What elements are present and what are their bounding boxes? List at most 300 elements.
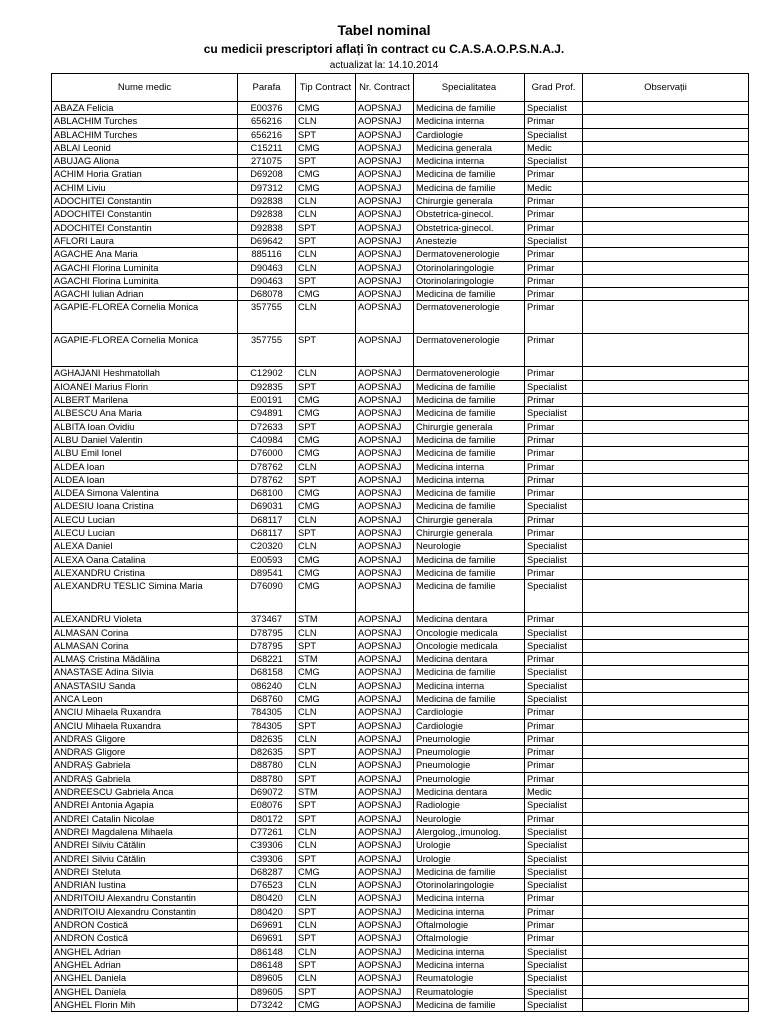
table-row — [52, 234, 749, 247]
cell-parafa: D69031 — [238, 500, 296, 513]
cell-grad-prof: Primar — [525, 195, 583, 208]
cell-nr-contract: AOPSNAJ — [356, 181, 414, 194]
cell-specialitatea: Dermatovenerologie — [414, 301, 525, 334]
cell-nr-contract: AOPSNAJ — [356, 553, 414, 566]
cell-specialitatea: Otorinolaringologie — [414, 879, 525, 892]
cell-nume-medic: ALMASAN Corina — [52, 639, 238, 652]
cell-specialitatea: Urologie — [414, 839, 525, 852]
cell-tip-contract: SPT — [296, 932, 356, 945]
table-row — [52, 932, 749, 945]
cell-tip-contract: SPT — [296, 334, 356, 367]
cell-specialitatea: Oftalmologie — [414, 919, 525, 932]
cell-grad-prof: Specialist — [525, 540, 583, 553]
cell-observatii — [583, 639, 749, 652]
cell-specialitatea: Medicina de familie — [414, 500, 525, 513]
cell-grad-prof: Specialist — [525, 799, 583, 812]
table-row — [52, 288, 749, 301]
cell-specialitatea: Medicina interna — [414, 905, 525, 918]
cell-nr-contract: AOPSNAJ — [356, 288, 414, 301]
cell-specialitatea: Radiologie — [414, 799, 525, 812]
cell-observatii — [583, 998, 749, 1011]
cell-grad-prof: Specialist — [525, 879, 583, 892]
cell-tip-contract: CMG — [296, 580, 356, 613]
cell-parafa: D68760 — [238, 692, 296, 705]
cell-parafa: D90463 — [238, 261, 296, 274]
cell-nume-medic: ALBERT Marilena — [52, 394, 238, 407]
table-row — [52, 447, 749, 460]
cell-tip-contract: SPT — [296, 799, 356, 812]
cell-grad-prof: Primar — [525, 168, 583, 181]
table-row — [52, 679, 749, 692]
cell-tip-contract: STM — [296, 653, 356, 666]
cell-tip-contract: CLN — [296, 513, 356, 526]
table-row — [52, 513, 749, 526]
cell-tip-contract: CLN — [296, 879, 356, 892]
cell-nume-medic: ABUJAG Aliona — [52, 155, 238, 168]
table-row — [52, 825, 749, 838]
cell-parafa: C20320 — [238, 540, 296, 553]
cell-specialitatea: Medicina interna — [414, 958, 525, 971]
cell-nume-medic: ALBITA Ioan Ovidiu — [52, 420, 238, 433]
cell-parafa: 784305 — [238, 706, 296, 719]
cell-grad-prof: Specialist — [525, 380, 583, 393]
cell-grad-prof: Specialist — [525, 500, 583, 513]
cell-nr-contract: AOPSNAJ — [356, 115, 414, 128]
cell-specialitatea: Neurologie — [414, 540, 525, 553]
table-row — [52, 746, 749, 759]
cell-nr-contract: AOPSNAJ — [356, 958, 414, 971]
table-row — [52, 367, 749, 380]
cell-nume-medic: AGACHE Ana Maria — [52, 248, 238, 261]
cell-nr-contract: AOPSNAJ — [356, 679, 414, 692]
cell-nume-medic: AGHAJANI Heshmatollah — [52, 367, 238, 380]
cell-nr-contract: AOPSNAJ — [356, 261, 414, 274]
cell-parafa: 373467 — [238, 613, 296, 626]
cell-nume-medic: ALBU Emil Ionel — [52, 447, 238, 460]
cell-parafa: D68078 — [238, 288, 296, 301]
cell-tip-contract: CLN — [296, 367, 356, 380]
cell-tip-contract: SPT — [296, 772, 356, 785]
cell-parafa: D69208 — [238, 168, 296, 181]
cell-observatii — [583, 958, 749, 971]
cell-nume-medic: ABLAI Leonid — [52, 141, 238, 154]
cell-nr-contract: AOPSNAJ — [356, 221, 414, 234]
cell-grad-prof: Primar — [525, 367, 583, 380]
cell-grad-prof: Primar — [525, 653, 583, 666]
table-row — [52, 527, 749, 540]
cell-nr-contract: AOPSNAJ — [356, 234, 414, 247]
cell-observatii — [583, 825, 749, 838]
header-nr-contract: Nr. Contract — [356, 74, 414, 102]
cell-nr-contract: AOPSNAJ — [356, 706, 414, 719]
cell-grad-prof: Specialist — [525, 666, 583, 679]
cell-nume-medic: ALEXA Daniel — [52, 540, 238, 553]
cell-nr-contract: AOPSNAJ — [356, 945, 414, 958]
cell-parafa: D69642 — [238, 234, 296, 247]
cell-parafa: D69691 — [238, 932, 296, 945]
cell-specialitatea: Medicina interna — [414, 945, 525, 958]
cell-nume-medic: ANGHEL Florin Mih — [52, 998, 238, 1011]
cell-grad-prof: Primar — [525, 288, 583, 301]
cell-parafa: D92838 — [238, 208, 296, 221]
table-row — [52, 666, 749, 679]
cell-tip-contract: CMG — [296, 692, 356, 705]
cell-parafa: C15211 — [238, 141, 296, 154]
cell-grad-prof: Specialist — [525, 958, 583, 971]
cell-grad-prof: Primar — [525, 487, 583, 500]
cell-specialitatea: Neurologie — [414, 812, 525, 825]
cell-parafa: D77261 — [238, 825, 296, 838]
table-row — [52, 380, 749, 393]
cell-tip-contract: CLN — [296, 626, 356, 639]
cell-specialitatea: Dermatovenerologie — [414, 334, 525, 367]
cell-tip-contract: CMG — [296, 447, 356, 460]
cell-nume-medic: ALMASAN Corina — [52, 626, 238, 639]
cell-parafa: D73242 — [238, 998, 296, 1011]
cell-parafa: D68117 — [238, 527, 296, 540]
cell-specialitatea: Medicina de familie — [414, 181, 525, 194]
cell-observatii — [583, 221, 749, 234]
header-nume-medic: Nume medic — [52, 74, 238, 102]
cell-specialitatea: Chirurgie generala — [414, 195, 525, 208]
cell-nume-medic: ANDREI Silviu Cătălin — [52, 839, 238, 852]
cell-grad-prof: Specialist — [525, 639, 583, 652]
cell-grad-prof: Primar — [525, 759, 583, 772]
cell-parafa: D80172 — [238, 812, 296, 825]
cell-nr-contract: AOPSNAJ — [356, 905, 414, 918]
cell-nume-medic: ACHIM Liviu — [52, 181, 238, 194]
cell-nume-medic: AGAPIE-FLOREA Cornelia Monica — [52, 334, 238, 367]
cell-observatii — [583, 732, 749, 745]
cell-nr-contract: AOPSNAJ — [356, 919, 414, 932]
table-row — [52, 334, 749, 367]
cell-tip-contract: CLN — [296, 540, 356, 553]
cell-observatii — [583, 433, 749, 446]
cell-specialitatea: Medicina de familie — [414, 433, 525, 446]
cell-nr-contract: AOPSNAJ — [356, 825, 414, 838]
cell-parafa: D88780 — [238, 759, 296, 772]
table-row — [52, 460, 749, 473]
cell-nume-medic: ANDRAȘ Gabriela — [52, 772, 238, 785]
cell-tip-contract: CMG — [296, 181, 356, 194]
cell-grad-prof: Primar — [525, 221, 583, 234]
cell-parafa: 784305 — [238, 719, 296, 732]
cell-observatii — [583, 945, 749, 958]
cell-parafa: D92838 — [238, 195, 296, 208]
cell-nume-medic: ALECU Lucian — [52, 527, 238, 540]
cell-tip-contract: SPT — [296, 527, 356, 540]
cell-specialitatea: Medicina de familie — [414, 102, 525, 115]
cell-observatii — [583, 274, 749, 287]
cell-nr-contract: AOPSNAJ — [356, 168, 414, 181]
cell-parafa: D68287 — [238, 865, 296, 878]
cell-specialitatea: Medicina interna — [414, 679, 525, 692]
cell-specialitatea: Medicina interna — [414, 115, 525, 128]
cell-specialitatea: Medicina interna — [414, 473, 525, 486]
table-row — [52, 732, 749, 745]
table-row — [52, 786, 749, 799]
cell-nr-contract: AOPSNAJ — [356, 195, 414, 208]
cell-parafa: D78795 — [238, 626, 296, 639]
table-header-row — [52, 74, 749, 102]
cell-nume-medic: ANDRAS Gligore — [52, 732, 238, 745]
document-title: Tabel nominal — [337, 22, 431, 38]
cell-observatii — [583, 679, 749, 692]
cell-nr-contract: AOPSNAJ — [356, 692, 414, 705]
cell-grad-prof: Primar — [525, 248, 583, 261]
cell-parafa: D68221 — [238, 653, 296, 666]
cell-observatii — [583, 102, 749, 115]
cell-specialitatea: Dermatovenerologie — [414, 248, 525, 261]
cell-nume-medic: ANDREESCU Gabriela Anca — [52, 786, 238, 799]
cell-grad-prof: Primar — [525, 447, 583, 460]
cell-specialitatea: Reumatologie — [414, 985, 525, 998]
table-row — [52, 115, 749, 128]
cell-parafa: D80420 — [238, 892, 296, 905]
cell-nume-medic: ALEXANDRU Cristina — [52, 566, 238, 579]
cell-nume-medic: ADOCHITEI Constantin — [52, 221, 238, 234]
cell-nr-contract: AOPSNAJ — [356, 540, 414, 553]
cell-specialitatea: Chirurgie generala — [414, 513, 525, 526]
table-row — [52, 102, 749, 115]
cell-observatii — [583, 865, 749, 878]
cell-nume-medic: ANDRON Costică — [52, 919, 238, 932]
cell-specialitatea: Pneumologie — [414, 772, 525, 785]
cell-nr-contract: AOPSNAJ — [356, 394, 414, 407]
cell-parafa: D82635 — [238, 732, 296, 745]
cell-observatii — [583, 919, 749, 932]
cell-tip-contract: CLN — [296, 825, 356, 838]
cell-tip-contract: SPT — [296, 155, 356, 168]
doctors-table — [51, 73, 749, 1012]
table-row — [52, 692, 749, 705]
cell-specialitatea: Otorinolaringologie — [414, 261, 525, 274]
cell-nume-medic: AGAPIE-FLOREA Cornelia Monica — [52, 301, 238, 334]
cell-specialitatea: Medicina de familie — [414, 666, 525, 679]
table-row — [52, 221, 749, 234]
cell-nume-medic: AFLORI Laura — [52, 234, 238, 247]
cell-nume-medic: ANCIU Mihaela Ruxandra — [52, 706, 238, 719]
cell-nume-medic: ABLACHIM Turches — [52, 128, 238, 141]
cell-parafa: D92835 — [238, 380, 296, 393]
cell-nr-contract: AOPSNAJ — [356, 128, 414, 141]
cell-specialitatea: Medicina de familie — [414, 553, 525, 566]
cell-grad-prof: Primar — [525, 208, 583, 221]
table-row — [52, 208, 749, 221]
cell-specialitatea: Cardiologie — [414, 706, 525, 719]
cell-nr-contract: AOPSNAJ — [356, 666, 414, 679]
cell-nume-medic: AGACHI Florina Luminita — [52, 261, 238, 274]
cell-observatii — [583, 420, 749, 433]
cell-observatii — [583, 115, 749, 128]
cell-observatii — [583, 380, 749, 393]
table-row — [52, 540, 749, 553]
cell-nume-medic: ANDREI Steluta — [52, 865, 238, 878]
cell-nr-contract: AOPSNAJ — [356, 407, 414, 420]
cell-nume-medic: ANDREI Catalin Nicolae — [52, 812, 238, 825]
cell-observatii — [583, 613, 749, 626]
cell-nr-contract: AOPSNAJ — [356, 985, 414, 998]
cell-tip-contract: STM — [296, 613, 356, 626]
cell-grad-prof: Primar — [525, 334, 583, 367]
cell-nr-contract: AOPSNAJ — [356, 380, 414, 393]
cell-parafa: D78762 — [238, 460, 296, 473]
table-row — [52, 653, 749, 666]
cell-nr-contract: AOPSNAJ — [356, 613, 414, 626]
cell-specialitatea: Medicina de familie — [414, 168, 525, 181]
cell-specialitatea: Medicina de familie — [414, 566, 525, 579]
cell-grad-prof: Specialist — [525, 945, 583, 958]
cell-nr-contract: AOPSNAJ — [356, 786, 414, 799]
cell-observatii — [583, 653, 749, 666]
cell-grad-prof: Primar — [525, 892, 583, 905]
cell-nr-contract: AOPSNAJ — [356, 447, 414, 460]
cell-tip-contract: SPT — [296, 719, 356, 732]
cell-nr-contract: AOPSNAJ — [356, 799, 414, 812]
cell-nr-contract: AOPSNAJ — [356, 759, 414, 772]
cell-parafa: D88780 — [238, 772, 296, 785]
cell-grad-prof: Specialist — [525, 626, 583, 639]
cell-nr-contract: AOPSNAJ — [356, 639, 414, 652]
cell-parafa: D72633 — [238, 420, 296, 433]
cell-nr-contract: AOPSNAJ — [356, 473, 414, 486]
cell-parafa: C39306 — [238, 839, 296, 852]
cell-parafa: 086240 — [238, 679, 296, 692]
cell-observatii — [583, 812, 749, 825]
cell-nr-contract: AOPSNAJ — [356, 865, 414, 878]
cell-grad-prof: Primar — [525, 566, 583, 579]
cell-nr-contract: AOPSNAJ — [356, 367, 414, 380]
cell-observatii — [583, 527, 749, 540]
cell-tip-contract: CMG — [296, 394, 356, 407]
cell-specialitatea: Pneumologie — [414, 746, 525, 759]
cell-parafa: C40984 — [238, 433, 296, 446]
cell-parafa: D86148 — [238, 945, 296, 958]
cell-observatii — [583, 852, 749, 865]
cell-parafa: D80420 — [238, 905, 296, 918]
cell-grad-prof: Primar — [525, 932, 583, 945]
cell-grad-prof: Specialist — [525, 692, 583, 705]
cell-nume-medic: AGACHI Iulian Adrian — [52, 288, 238, 301]
cell-grad-prof: Primar — [525, 115, 583, 128]
cell-grad-prof: Primar — [525, 513, 583, 526]
cell-grad-prof: Primar — [525, 613, 583, 626]
cell-tip-contract: CLN — [296, 759, 356, 772]
cell-grad-prof: Specialist — [525, 234, 583, 247]
cell-parafa: C39306 — [238, 852, 296, 865]
cell-nume-medic: ANASTASIU Sanda — [52, 679, 238, 692]
document-subtitle: cu medicii prescriptori aflați în contract cu C.A.S.A.O.P.S.N.A.J. — [203, 42, 565, 56]
cell-nume-medic: ANDRAS Gligore — [52, 746, 238, 759]
cell-nume-medic: ADOCHITEI Constantin — [52, 208, 238, 221]
cell-tip-contract: CLN — [296, 248, 356, 261]
cell-parafa: D69072 — [238, 786, 296, 799]
cell-tip-contract: CLN — [296, 972, 356, 985]
cell-observatii — [583, 394, 749, 407]
cell-tip-contract: CMG — [296, 666, 356, 679]
cell-parafa: D97312 — [238, 181, 296, 194]
cell-nume-medic: ACHIM Horia Gratian — [52, 168, 238, 181]
cell-observatii — [583, 879, 749, 892]
cell-specialitatea: Chirurgie generala — [414, 420, 525, 433]
cell-nr-contract: AOPSNAJ — [356, 487, 414, 500]
cell-specialitatea: Medicina de familie — [414, 692, 525, 705]
cell-parafa: E00593 — [238, 553, 296, 566]
cell-nume-medic: ANDRAȘ Gabriela — [52, 759, 238, 772]
cell-observatii — [583, 487, 749, 500]
cell-parafa: D76090 — [238, 580, 296, 613]
cell-observatii — [583, 181, 749, 194]
cell-observatii — [583, 706, 749, 719]
cell-tip-contract: CLN — [296, 945, 356, 958]
table-row — [52, 168, 749, 181]
table-row — [52, 407, 749, 420]
table-row — [52, 566, 749, 579]
cell-nr-contract: AOPSNAJ — [356, 746, 414, 759]
cell-specialitatea: Oftalmologie — [414, 932, 525, 945]
cell-nume-medic: ALECU Lucian — [52, 513, 238, 526]
table-row — [52, 852, 749, 865]
cell-parafa: 357755 — [238, 334, 296, 367]
cell-grad-prof: Primar — [525, 905, 583, 918]
cell-nume-medic: ALBESCU Ana Maria — [52, 407, 238, 420]
table-row — [52, 839, 749, 852]
cell-observatii — [583, 447, 749, 460]
cell-tip-contract: CLN — [296, 919, 356, 932]
cell-observatii — [583, 168, 749, 181]
cell-tip-contract: SPT — [296, 221, 356, 234]
cell-specialitatea: Cardiologie — [414, 128, 525, 141]
table-row — [52, 580, 749, 613]
cell-parafa: D68158 — [238, 666, 296, 679]
cell-specialitatea: Medicina interna — [414, 460, 525, 473]
cell-grad-prof: Specialist — [525, 553, 583, 566]
table-row — [52, 919, 749, 932]
cell-specialitatea: Medicina de familie — [414, 487, 525, 500]
cell-parafa: D78795 — [238, 639, 296, 652]
cell-observatii — [583, 195, 749, 208]
cell-nume-medic: ANGHEL Adrian — [52, 945, 238, 958]
cell-specialitatea: Anestezie — [414, 234, 525, 247]
cell-observatii — [583, 460, 749, 473]
table-row — [52, 985, 749, 998]
cell-nume-medic: ABAZA Felicia — [52, 102, 238, 115]
cell-tip-contract: CLN — [296, 732, 356, 745]
cell-nr-contract: AOPSNAJ — [356, 141, 414, 154]
cell-nr-contract: AOPSNAJ — [356, 460, 414, 473]
cell-nr-contract: AOPSNAJ — [356, 334, 414, 367]
cell-nume-medic: ANCA Leon — [52, 692, 238, 705]
cell-nr-contract: AOPSNAJ — [356, 566, 414, 579]
header-parafa: Parafa — [238, 74, 296, 102]
cell-observatii — [583, 234, 749, 247]
cell-grad-prof: Primar — [525, 420, 583, 433]
cell-tip-contract: STM — [296, 786, 356, 799]
cell-observatii — [583, 892, 749, 905]
cell-nr-contract: AOPSNAJ — [356, 972, 414, 985]
cell-parafa: C94891 — [238, 407, 296, 420]
cell-nume-medic: ALEXA Oana Catalina — [52, 553, 238, 566]
cell-parafa: C12902 — [238, 367, 296, 380]
cell-nr-contract: AOPSNAJ — [356, 653, 414, 666]
table-row — [52, 473, 749, 486]
cell-observatii — [583, 473, 749, 486]
cell-nr-contract: AOPSNAJ — [356, 839, 414, 852]
cell-nume-medic: ALEXANDRU TESLIC Simina Maria — [52, 580, 238, 613]
cell-nr-contract: AOPSNAJ — [356, 879, 414, 892]
cell-grad-prof: Specialist — [525, 998, 583, 1011]
table-row — [52, 487, 749, 500]
